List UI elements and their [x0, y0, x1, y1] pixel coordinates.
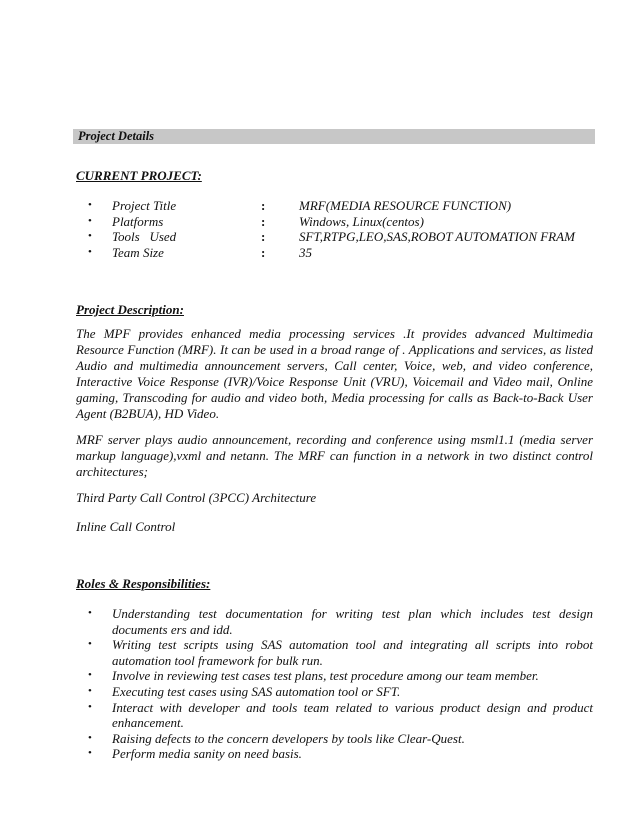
description-paragraph: MRF server plays audio announcement, recording and conference using msml1.1 (media server markup language),vxml and netann. The MRF can function in a network in two distinct control architectures;	[76, 432, 593, 479]
project-description-heading: Project Description:	[76, 302, 184, 317]
bullet-icon: •	[88, 638, 92, 651]
list-item	[88, 637, 593, 668]
section-title-bar: Project Details	[73, 129, 595, 144]
bullet-icon: •	[88, 214, 92, 227]
bullet-icon: •	[88, 199, 92, 211]
bullet-icon: •	[88, 684, 92, 697]
detail-label: Team Size	[112, 244, 164, 260]
list-item	[88, 684, 593, 700]
detail-value: SFT,RTPG,LEO,SAS,ROBOT AUTOMATION FRAM	[299, 229, 575, 244]
bullet-icon: •	[88, 747, 92, 760]
roles-heading: Roles & Responsibilities:	[76, 576, 211, 591]
list-item	[88, 606, 593, 637]
detail-separator: :	[261, 213, 266, 229]
detail-value: 35	[299, 244, 312, 260]
role-text: Writing test scripts using SAS automation tool and integrating all scripts into robot automation tool framework for bulk run.	[112, 637, 593, 668]
bullet-icon: •	[88, 700, 92, 713]
description-paragraph: The MPF provides enhanced media processing services .It provides advanced Multimedia Resource Function (MRF). It can be used in a broad range of . Applications and services, as listed Audio and multimedia announcement servers, Call center, Voice, web, and video conference, Interactive Voice Response (IVR)/Voice Response Unit (VRU), Voicemail and Video mail, Online gaming, Transcoding for audio and video both, Media processing for calls as Back-to-Back User Agent (B2BUA), HD Video.	[76, 326, 593, 421]
list-item	[88, 668, 593, 684]
description-paragraph: Third Party Call Control (3PCC) Architecture	[76, 490, 317, 505]
roles-list	[88, 606, 593, 762]
description-paragraph: Inline Call Control	[76, 519, 176, 534]
detail-value: Windows, Linux(centos)	[299, 213, 424, 229]
role-text: Interact with developer and tools team related to various product design and product enhancement.	[112, 699, 593, 731]
bullet-icon: •	[88, 245, 92, 258]
role-text: Raising defects to the concern developers by tools like Clear-Quest.	[112, 730, 465, 746]
detail-label: Project Title	[112, 198, 177, 213]
bullet-icon: •	[88, 607, 92, 619]
bullet-icon: •	[88, 230, 92, 242]
list-item	[88, 700, 593, 731]
detail-label: Platforms	[112, 213, 164, 229]
list-item	[88, 746, 593, 762]
detail-label: Tools Used	[112, 229, 177, 244]
bullet-icon: •	[88, 731, 92, 744]
detail-separator: :	[261, 229, 266, 244]
detail-separator: :	[261, 244, 266, 260]
detail-separator: :	[261, 198, 266, 213]
role-text: Understanding test documentation for writing test plan which includes test design documents ers and idd.	[112, 606, 593, 637]
detail-value: MRF(MEDIA RESOURCE FUNCTION)	[299, 198, 512, 213]
role-text: Executing test cases using SAS automation tool or SFT.	[112, 683, 401, 699]
role-text: Involve in reviewing test cases test plans, test procedure among our team member.	[112, 668, 539, 684]
bullet-icon: •	[88, 669, 92, 682]
list-item	[88, 731, 593, 747]
current-project-heading: CURRENT PROJECT:	[76, 168, 202, 183]
role-text: Perform media sanity on need basis.	[112, 746, 302, 762]
